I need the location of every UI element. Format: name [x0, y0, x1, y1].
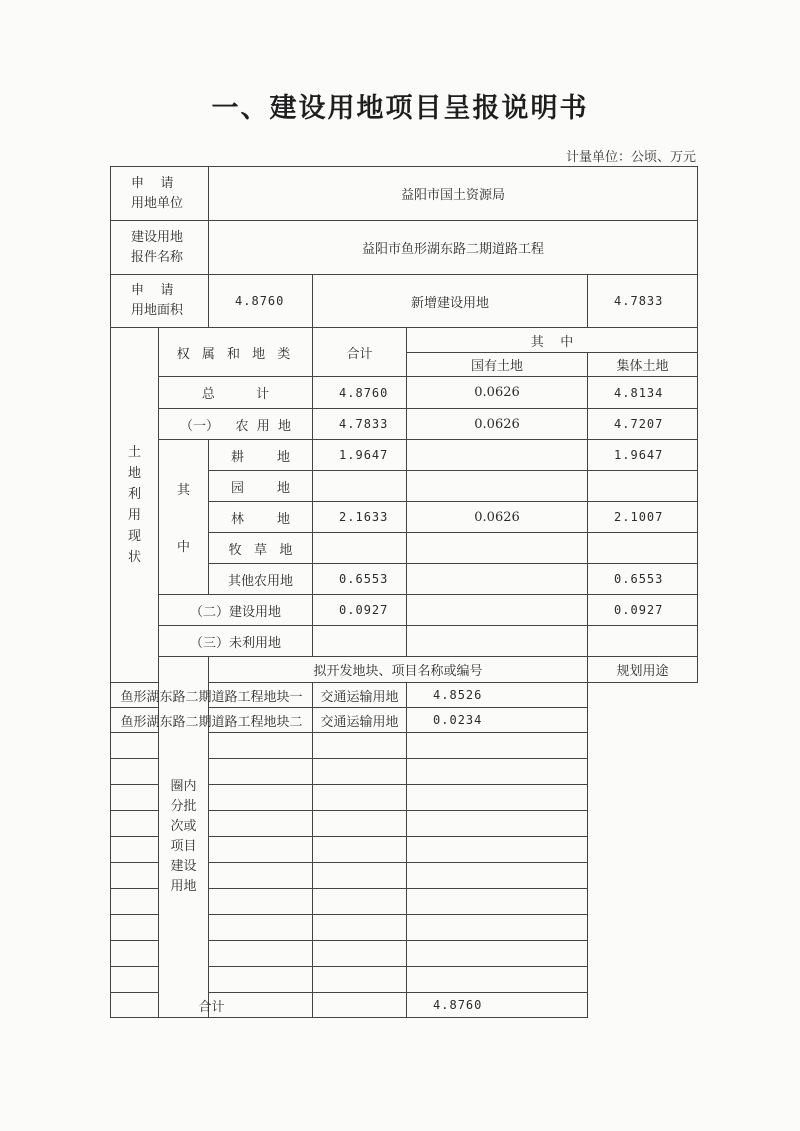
row-label: 总 计 [159, 377, 313, 409]
land-use-header-row [111, 328, 698, 353]
row-collective: 0.6553 [588, 564, 698, 595]
batch-row [111, 708, 698, 733]
project-label: 建设用地 报件名称 [111, 221, 209, 275]
empty-batch-row [111, 811, 698, 837]
row-total: 0.0927 [313, 595, 407, 626]
row-collective: 2.1007 [588, 502, 698, 533]
header-planned-use: 规划用途 [588, 657, 698, 683]
row-label: 林 地 [209, 502, 313, 533]
project-row [111, 221, 698, 275]
row-collective: 4.8134 [588, 377, 698, 409]
parcel-name: 鱼形湖东路二期道路工程地块二 [111, 708, 313, 733]
row-label: （二）建设用地 [159, 595, 313, 626]
header-parcel-name: 拟开发地块、项目名称或编号 [209, 657, 588, 683]
empty-batch-row [111, 733, 698, 759]
row-collective: 0.0927 [588, 595, 698, 626]
batch-header-row [111, 657, 698, 683]
new-construction-label: 新增建设用地 [313, 275, 588, 328]
row-state: 0.0626 [407, 409, 588, 440]
empty-batch-row [111, 915, 698, 941]
row-state: 0.0626 [407, 377, 588, 409]
row-collective: 4.7207 [588, 409, 698, 440]
applicant-label: 申 请 用地单位 [111, 167, 209, 221]
table-row [111, 595, 698, 626]
applicant-value: 益阳市国土资源局 [209, 167, 698, 221]
row-state [407, 440, 588, 471]
empty-batch-row [111, 759, 698, 785]
header-state: 国有土地 [407, 353, 588, 377]
row-total: 4.7833 [313, 409, 407, 440]
row-label: 牧 草 地 [209, 533, 313, 564]
row-collective: 1.9647 [588, 440, 698, 471]
batch-total-value: 4.8760 [407, 993, 588, 1018]
header-total: 合计 [313, 328, 407, 377]
row-total [313, 626, 407, 657]
row-collective [588, 471, 698, 502]
area-row [111, 275, 698, 328]
table-row [111, 377, 698, 409]
row-total [313, 533, 407, 564]
table-row [111, 626, 698, 657]
table-row [111, 440, 698, 471]
row-total [313, 471, 407, 502]
row-state [407, 471, 588, 502]
empty-batch-row [111, 967, 698, 993]
area-value: 4.8760 [209, 275, 313, 328]
row-state [407, 564, 588, 595]
empty-batch-row [111, 837, 698, 863]
project-value: 益阳市鱼形湖东路二期道路工程 [209, 221, 698, 275]
row-total: 2.1633 [313, 502, 407, 533]
row-state [407, 626, 588, 657]
row-total: 4.8760 [313, 377, 407, 409]
batch-total-row [111, 993, 698, 1018]
row-total: 0.6553 [313, 564, 407, 595]
batch-row [111, 683, 698, 708]
batch-section-label: 圈内分批次或项目建设用地 [159, 657, 209, 1018]
header-category: 权 属 和 地 类 [159, 328, 313, 377]
empty-batch-row [111, 941, 698, 967]
table-row [111, 409, 698, 440]
row-state: 0.0626 [407, 502, 588, 533]
row-label: 其他农用地 [209, 564, 313, 595]
empty-batch-row [111, 785, 698, 811]
project-report-table [110, 166, 698, 1018]
qizhong-label: 其 中 [159, 440, 209, 595]
parcel-area: 4.8526 [407, 683, 588, 708]
empty-batch-row [111, 863, 698, 889]
row-label: 园 地 [209, 471, 313, 502]
row-label: 耕 地 [209, 440, 313, 471]
parcel-name: 鱼形湖东路二期道路工程地块一 [111, 683, 313, 708]
row-collective [588, 533, 698, 564]
unit-label: 计量单位：公顷、万元 [565, 150, 696, 165]
row-state [407, 533, 588, 564]
batch-total-label: 合计 [111, 993, 313, 1018]
page-title: 一、建设用地项目呈报说明书 [211, 93, 589, 124]
row-label: （三）未利用地 [159, 626, 313, 657]
area-label: 申 请 用地面积 [111, 275, 209, 328]
row-label: （一） 农 用 地 [159, 409, 313, 440]
land-use-section-label: 土地利用现状 [111, 328, 159, 683]
parcel-area: 0.0234 [407, 708, 588, 733]
empty-batch-row [111, 889, 698, 915]
new-construction-value: 4.7833 [588, 275, 698, 328]
parcel-use: 交通运输用地 [313, 683, 407, 708]
row-collective [588, 626, 698, 657]
applicant-row [111, 167, 698, 221]
header-collective: 集体土地 [588, 353, 698, 377]
header-among: 其 中 [407, 328, 698, 353]
parcel-use: 交通运输用地 [313, 708, 407, 733]
row-state [407, 595, 588, 626]
row-total: 1.9647 [313, 440, 407, 471]
